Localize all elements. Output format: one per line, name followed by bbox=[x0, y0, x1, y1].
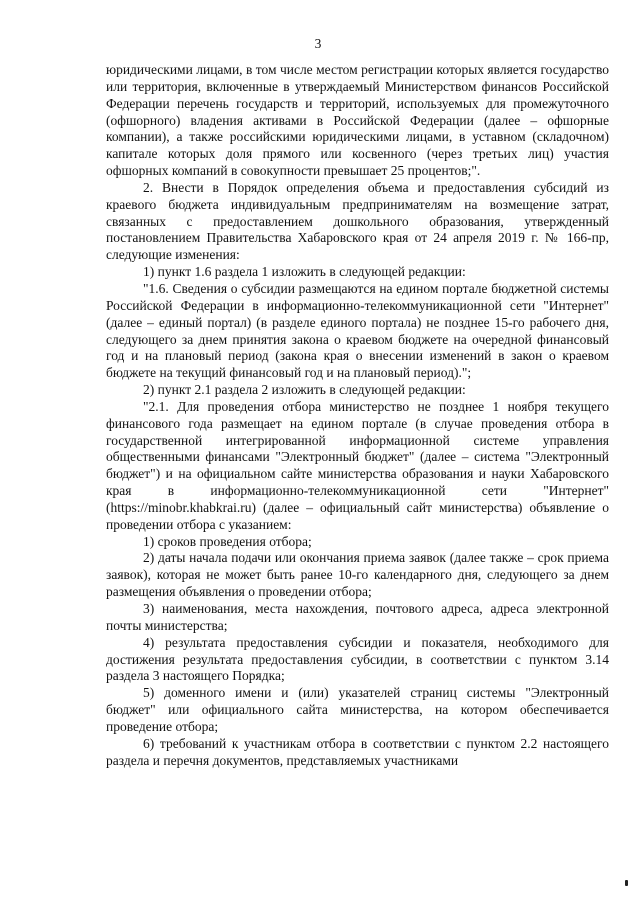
paragraph: 1) пункт 1.6 раздела 1 изложить в следующей редакции: bbox=[143, 264, 466, 280]
paragraph: 4) результата предоставления субсидии и показателя, необходимого для достижения результата предоставления субсидии, в соответствии с пунктом 3.14 раздела 3 настоящего Порядка; bbox=[106, 634, 609, 684]
paragraph: 5) доменного имени и (или) указателей страниц системы "Электронный бюджет" или официального сайта министерства, на котором обеспечивается проведение отбора; bbox=[106, 685, 609, 734]
paragraph: 2) пункт 2.1 раздела 2 изложить в следующей редакции: bbox=[143, 382, 466, 398]
paragraph: 2. Внести в Порядок определения объема и предоставления субсидий из краевого бюджета индивидуальным предпринимателям на возмещение затрат, связанных с предоставлением дошкольного образования, утвержденный постановлением Правительства Хабаровского края от 24 апреля 2019 г. № 166-пр, следующие изменения: bbox=[106, 179, 609, 263]
document-body bbox=[106, 62, 609, 769]
scan-speck bbox=[625, 880, 628, 886]
paragraph: 6) требований к участникам отбора в соответствии с пунктом 2.2 настоящего раздела и перечня документов, представляемых участниками bbox=[106, 735, 609, 768]
paragraph: юридическими лицами, в том числе местом регистрации которых является государство или территория, включенные в утверждаемый Министерством финансов Российской Федерации перечень государств и территорий, используемых для промежуточного (офшорного) владения активами в Российской Федерации (далее – офшорные компании), а также российскими юридическими лицами, в уставном (складочном) капитале которых доля прямого или косвенного (через третьих лиц) участия офшорных компаний в совокупности превышает 25 процентов;". bbox=[106, 62, 609, 179]
page-number: 3 bbox=[314, 36, 322, 51]
paragraph: 1) сроков проведения отбора; bbox=[143, 533, 312, 549]
paragraph: 2) даты начала подачи или окончания приема заявок (далее также – срок приема заявок), которая не может быть ранее 10-го календарного дня, следующего за днем размещения объявления о проведении отбора; bbox=[106, 550, 609, 600]
paragraph: 3) наименования, места нахождения, почтового адреса, адреса электронной почты министерства; bbox=[106, 601, 609, 633]
paragraph: "1.6. Сведения о субсидии размещаются на едином портале бюджетной системы Российской Федерации в информационно-телекоммуникационной сети "Интернет" (далее – единый портал) (в разделе единого портала) не позднее 15-го рабочего дня, следующего за днем принятия закона о краевом бюджете на очередной финансовый год и на плановый период (закона края о внесении изменений в закон о краевом бюджете на текущий финансовый год и на плановый период)."; bbox=[106, 280, 609, 381]
paragraph: "2.1. Для проведения отбора министерство не позднее 1 ноября текущего финансового года размещает на едином портале (в случае проведения отбора в государственной интегрированной информационной системе управления общественными финансами "Электронный бюджет" (далее – система "Электронный бюджет") и на официальном сайте министерства образования и науки Хабаровского края в информационно-телекоммуникационной сети "Интернет" (https://minobr.khabkrai.ru) (далее – официальный сайт министерства) объявление о проведении отбора с указанием: bbox=[106, 398, 609, 532]
